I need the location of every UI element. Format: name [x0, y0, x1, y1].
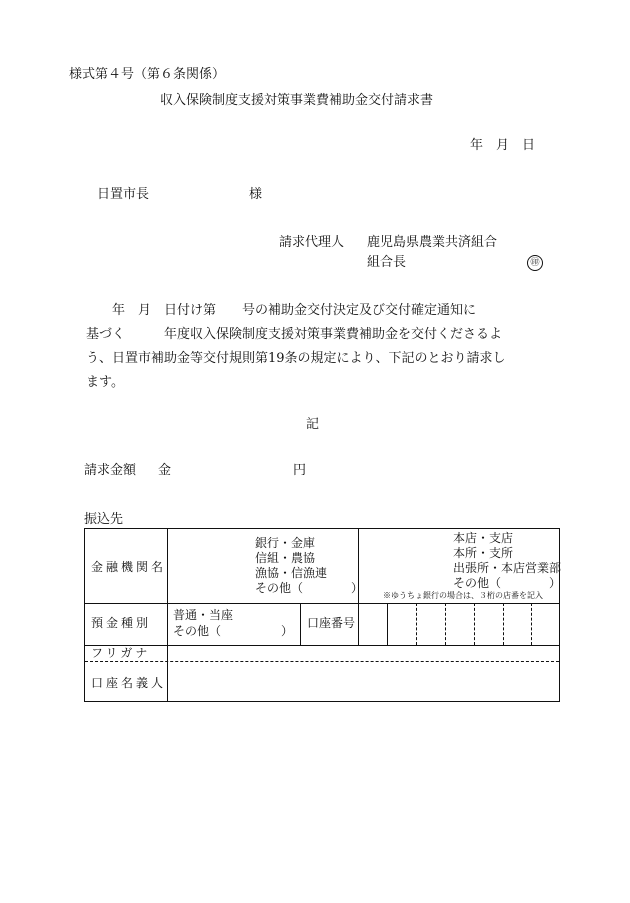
body-line-4: ます。: [86, 375, 124, 390]
addressee-honorific: 様: [249, 187, 263, 202]
column-divider: [300, 603, 301, 645]
requester-organization: 鹿児島県農業共済組合: [367, 235, 498, 250]
digit-divider: [416, 603, 417, 645]
digit-divider: [445, 603, 446, 645]
document-title: 収入保険制度支援対策事業費補助金交付請求書: [160, 93, 434, 108]
digit-divider: [503, 603, 504, 645]
column-divider: [167, 529, 168, 701]
addressee-name: 日置市長: [97, 187, 150, 202]
digit-divider: [474, 603, 475, 645]
requester-label: 請求代理人: [279, 235, 345, 250]
transfer-label: 振込先: [84, 512, 124, 527]
bank-option: 漁協・信漁連: [255, 566, 328, 580]
body-line-3: う、日置市補助金等交付規則第19条の規定により、下記のとおり請求し: [86, 351, 506, 366]
request-body: [86, 299, 560, 395]
requester-title: 組合長: [367, 255, 407, 270]
deposit-option: その他（ ）: [173, 624, 294, 638]
yucho-note: ※ゆうちょ銀行の場合は、３桁の店番を記入: [383, 591, 543, 600]
branch-option: 本店・支店: [453, 531, 514, 545]
account-number-label: 口座番号: [307, 616, 356, 630]
date-line: 年 月 日: [470, 138, 536, 153]
row-divider: [85, 603, 559, 604]
bank-option: その他（ ）: [255, 581, 364, 595]
branch-option: その他（ ）: [453, 576, 562, 590]
deposit-option: 普通・当座: [173, 608, 234, 622]
bank-option: 信組・農協: [255, 551, 316, 565]
branch-option: 出張所・本店営業部: [453, 561, 562, 575]
bank-option: 銀行・金庫: [255, 536, 316, 550]
amount-label: 請求金額: [84, 463, 137, 478]
amount-kin: 金: [158, 463, 172, 478]
body-line-2: 基づく 年度収入保険制度支援対策事業費補助金を交付くださるよ: [86, 327, 503, 342]
digit-divider: [387, 603, 388, 645]
deposit-type-label: 預金種別: [91, 616, 152, 630]
account-holder-label: 口座名義人: [91, 676, 167, 690]
furigana-label: フリガナ: [91, 646, 151, 660]
branch-option: 本所・支所: [453, 546, 514, 560]
row-divider: [85, 645, 559, 646]
bank-name-label: 金融機関名: [91, 560, 167, 574]
form-number: 様式第４号（第６条関係）: [69, 67, 226, 82]
body-line-1: 年 月 日付け第 号の補助金交付決定及び交付確定通知に: [86, 303, 477, 318]
row-divider-dashed: [85, 661, 559, 662]
column-divider: [358, 603, 359, 645]
ki-heading: 記: [306, 417, 320, 432]
bank-transfer-table: [84, 528, 560, 702]
seal-mark: ㊞: [527, 255, 543, 271]
amount-yen: 円: [293, 463, 307, 478]
digit-divider: [531, 603, 532, 645]
